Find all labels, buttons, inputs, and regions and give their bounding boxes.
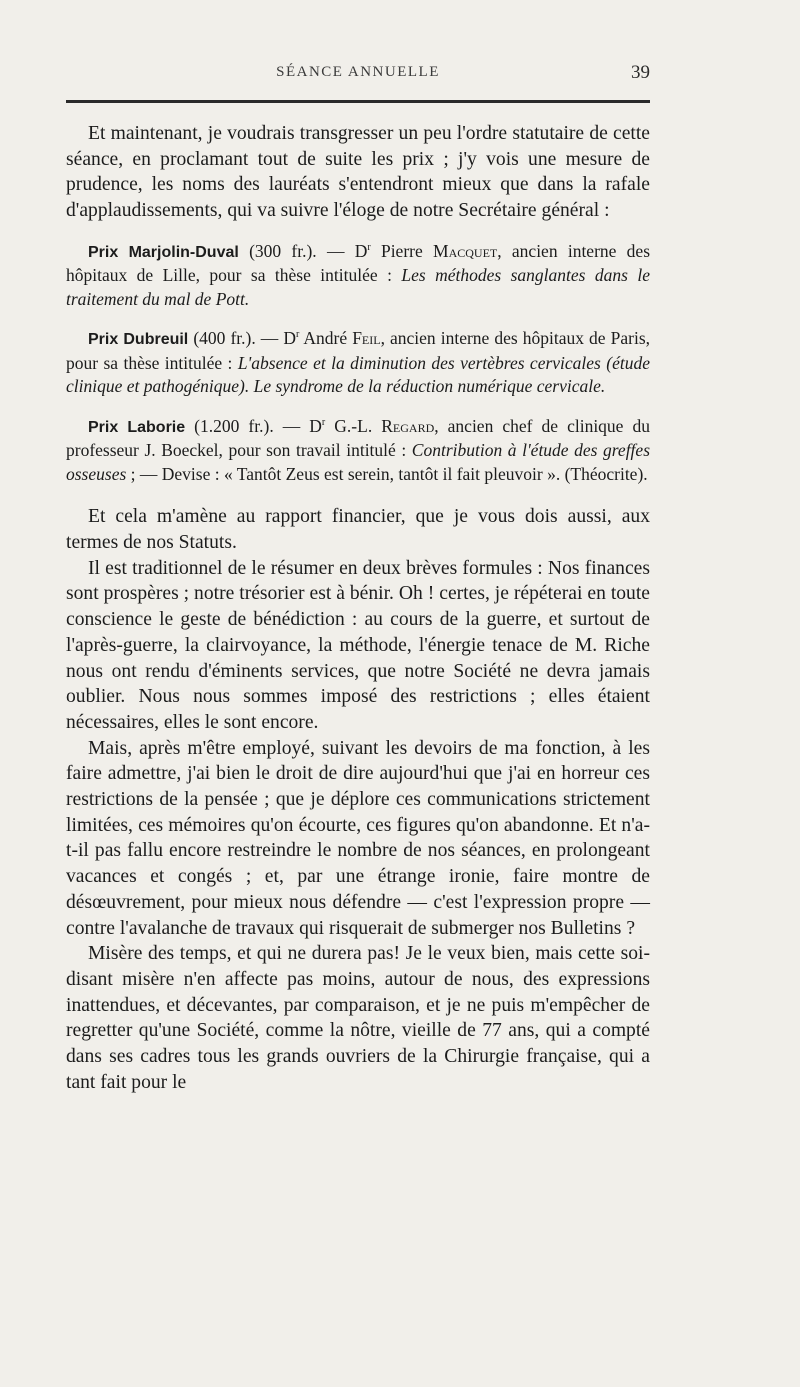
work-title: Les méthodes sanglantes dans le traitement du mal de Pott. (66, 265, 650, 309)
body-text (66, 121, 650, 1095)
doctor-title: r (295, 329, 300, 341)
laureate-description: , ancien interne des hôpitaux de Paris, pour sa thèse intitulée : (66, 328, 651, 373)
prize-entry (66, 415, 650, 487)
doctor-title: r (321, 416, 326, 428)
prize-name: Prix Marjolin-Duval (88, 243, 239, 261)
doctor-title: r (367, 241, 371, 253)
laureate-motto: ; — Devise : « Tantôt Zeus est serein, tantôt il fait pleuvoir ». (Théocrite). (126, 463, 648, 484)
laureate-last-name: Macquet (433, 240, 498, 261)
body-paragraph: Et cela m'amène au rapport financier, que je vous dois aussi, aux termes de nos Statuts. (66, 506, 650, 554)
laureate-last-name: Regard (381, 415, 435, 436)
body-paragraph: Il est traditionnel de le résumer en deux brèves formules : Nos finances sont prospères ; notre trésorier est à bénir. Oh ! certes, je répéterai en toute conscience le geste de bénédiction : au cours de la guerre, et surtout de l'après-guerre, la clairvoyance, la méthode, l'énergie tenace de M. Riche nous ont rendu d'éminents services, que notre Société ne devra jamais oublier. Nous nous sommes imposé des restrictions ; elles étaient nécessaires, elles le sont encore. (66, 557, 650, 733)
page-number: 39 (631, 62, 650, 83)
laureate-first-name: André (299, 328, 353, 349)
prize-amount: (400 fr.). — D (188, 328, 296, 349)
laureate-last-name: Feil (352, 328, 381, 349)
prize-entry (66, 327, 650, 399)
laureate-description: , ancien chef de clinique du professeur J. Boeckel, pour son travail intitulé : (66, 415, 650, 461)
laureate-first-name: Pierre (370, 240, 434, 261)
header-rule (66, 100, 650, 103)
prize-amount: (300 fr.). — D (238, 240, 368, 261)
prize-entry (66, 240, 650, 312)
prize-name: Prix Laborie (88, 418, 186, 436)
work-title: Contribution à l'étude des greffes osseuses (66, 440, 651, 484)
laureate-first-name: G.-L. (325, 415, 382, 436)
prize-name: Prix Dubreuil (88, 331, 189, 349)
body-paragraph: Misère des temps, et qui ne durera pas! Je le veux bien, mais cette soi-disant misère n'en affecte pas moins, autour de nous, des expressions inattendues, et décevantes, par comparaison, et je ne puis m'empêcher de regretter qu'une Société, comme la nôtre, vieille de 77 ans, qui a compté dans ses cadres tous les grands ouvriers de la Chirurgie française, qui a tant fait pour le (66, 943, 650, 1093)
laureate-description: , ancien interne des hôpitaux de Lille, pour sa thèse intitulée : (66, 240, 651, 286)
intro-paragraph: Et maintenant, je voudrais transgresser un peu l'ordre statutaire de cette séance, en proclamant tout de suite les prix ; j'y vois une mesure de prudence, les noms des lauréats s'entendront mieux que dans la rafale d'applaudissements, qui va suivre l'éloge de notre Secrétaire général : (66, 123, 650, 222)
work-title: L'absence et la diminution des vertèbres cervicales (étude clinique et pathogénique). Le syndrome de la réduction numérique cervicale. (66, 352, 650, 397)
running-title: SÉANCE ANNUELLE (276, 64, 440, 80)
page-header (66, 62, 650, 88)
prize-amount: (1.200 fr.). — D (185, 415, 322, 436)
body-paragraph: Mais, après m'être employé, suivant les devoirs de ma fonction, à les faire admettre, j'ai bien le droit de dire aujourd'hui que j'ai en horreur ces restrictions de la pensée ; que je déplore ces communications strictement limitées, ces mémoires qu'on écourte, ces figures qu'on abandonne. Et n'a-t-il pas fallu encore restreindre le nombre de nos séances, en prolongeant vacances et congés ; et, par une étrange ironie, faire montre de désœuvrement, pour mieux nous défendre — c'est l'expression propre — contre l'avalanche de travaux qui risquerait de submerger nos Bulletins ? (66, 737, 650, 939)
